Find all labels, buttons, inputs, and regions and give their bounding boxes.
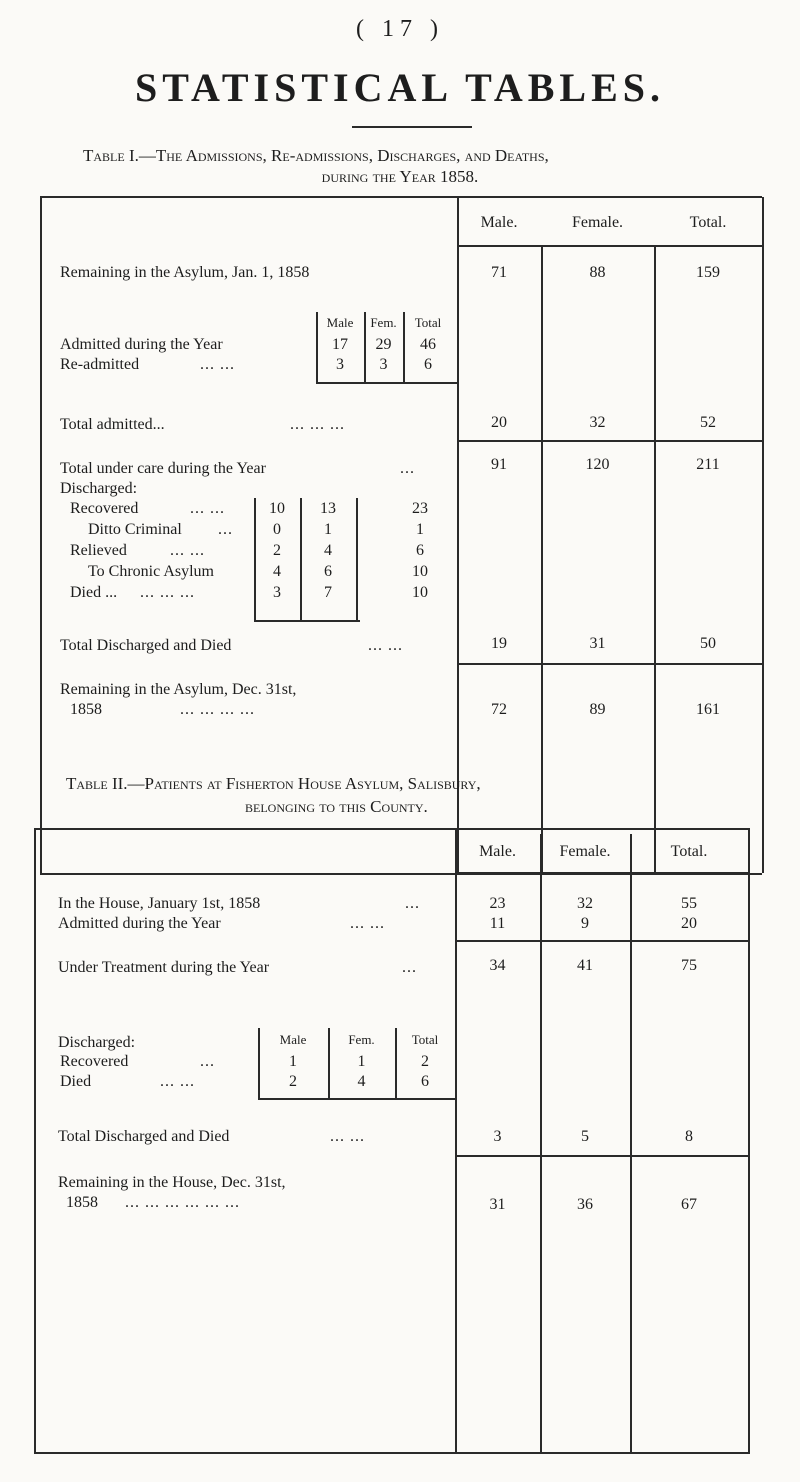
t1-row-male: 10 — [269, 500, 285, 517]
table-2-bottom-rule — [34, 1452, 750, 1454]
t1-col-male: Male. — [480, 214, 518, 231]
table-2-top-rule — [34, 828, 750, 830]
t2-row-male: 2 — [289, 1073, 297, 1090]
t2-col-male: Male. — [479, 843, 516, 860]
t1-row-male: 0 — [273, 521, 281, 538]
t1-row-label: Died ... — [70, 584, 118, 601]
t1-readmitted-label: Re-admitted — [60, 356, 140, 373]
t2-remaining-end-female: 36 — [577, 1196, 593, 1213]
t2-col-female: Female. — [559, 843, 611, 860]
t1-total-discharged-male: 19 — [491, 635, 507, 652]
t2-in-house-female: 32 — [577, 895, 593, 912]
t1-sub-female: Fem. — [370, 315, 397, 330]
t2-total-discharged-total: 8 — [685, 1128, 693, 1145]
t2-row-total: 6 — [421, 1073, 429, 1090]
t1-under-care-label: Total under care during the Year — [60, 460, 266, 477]
t1-row-total: 10 — [412, 563, 428, 580]
t1-row-label: Recovered — [70, 500, 139, 517]
t2-row-total: 2 — [421, 1053, 429, 1070]
t1-sub-male: Male — [326, 315, 354, 330]
t2-admitted-label: Admitted during the Year — [58, 915, 221, 932]
t1-row-total: 10 — [412, 584, 428, 601]
t1-remaining-start-female: 88 — [589, 264, 606, 281]
t1-under-care-dots: ... — [400, 460, 415, 477]
t2-in-house-label: In the House, January 1st, 1858 — [58, 895, 261, 912]
t1-admitted-total: 46 — [420, 336, 436, 353]
t1-remaining-start-male: 71 — [491, 264, 507, 281]
t2-under-treatment-label: Under Treatment during the Year — [58, 959, 270, 976]
t1-readmitted-female: 3 — [379, 356, 388, 373]
t1-remaining-end-male: 72 — [491, 701, 507, 718]
t1-under-care-female: 120 — [585, 456, 610, 473]
t1-row-female: 7 — [324, 584, 332, 601]
t1-remaining-end-label: Remaining in the Asylum, Dec. 31st, — [60, 681, 297, 698]
t1-remaining-start-label: Remaining in the Asylum, Jan. 1, 1858 — [60, 264, 310, 281]
t2-remaining-end-label: Remaining in the House, Dec. 31st, — [58, 1174, 286, 1191]
t1-admitted-label: Admitted during the Year — [60, 336, 223, 353]
t2-under-treatment-female: 41 — [577, 957, 593, 974]
t2-remaining-end-male: 31 — [489, 1196, 506, 1213]
t1-remaining-end-female: 89 — [589, 701, 606, 718]
t1-row-female: 1 — [324, 521, 332, 538]
t1-row-label: Relieved — [70, 542, 127, 559]
t2-remaining-end-total: 67 — [681, 1196, 697, 1213]
t2-discharged-label: Discharged: — [58, 1034, 136, 1051]
t1-admitted-female: 29 — [375, 336, 392, 353]
heading-rule — [352, 126, 472, 128]
t1-total-discharged-label: Total Discharged and Died — [60, 637, 232, 654]
t1-sub-total: Total — [414, 315, 442, 330]
t1-col-female: Female. — [571, 214, 624, 231]
t2-row-female: 4 — [357, 1073, 366, 1090]
t1-row-total: 23 — [412, 500, 428, 517]
t1-row-female: 4 — [324, 542, 332, 559]
t1-total-admitted-female: 32 — [589, 414, 606, 431]
t1-row-label: To Chronic Asylum — [88, 563, 214, 580]
t2-total-discharged-dots: ... ... — [330, 1128, 365, 1145]
page-number: ( 17 ) — [356, 16, 444, 42]
t2-in-house-dots: ... — [405, 895, 420, 912]
t1-row-total: 6 — [416, 542, 424, 559]
t2-under-treatment-male: 34 — [489, 957, 506, 974]
t2-admitted-dots: ... ... — [350, 915, 385, 932]
t2-under-treatment-total: 75 — [681, 957, 697, 974]
t2-total-discharged-label: Total Discharged and Died — [58, 1128, 230, 1145]
t1-remaining-start-total: 159 — [696, 264, 720, 281]
t1-row-dots: ... ... — [170, 542, 205, 559]
t2-col-total: Total. — [670, 843, 708, 860]
t1-row-male: 2 — [273, 542, 281, 559]
t1-row-label: Ditto Criminal — [88, 521, 182, 538]
t1-total-discharged-female: 31 — [589, 635, 606, 652]
t1-under-care-male: 91 — [491, 456, 507, 473]
table-2-caption: Table II.—Patients at Fisherton House Asylum, Salisbury, — [66, 774, 481, 793]
t1-row-female: 13 — [320, 500, 336, 517]
t2-row-dots: ... ... — [160, 1073, 195, 1090]
t1-row-dots: ... ... ... — [140, 584, 195, 601]
t2-under-treatment-dots: ... — [402, 959, 417, 976]
t1-col-total: Total. — [689, 214, 727, 231]
t2-sub-total: Total — [411, 1032, 439, 1047]
table-1-caption: Table I.—The Admissions, Re-admissions, Discharges, and Deaths, — [83, 146, 549, 165]
t1-total-discharged-total: 50 — [700, 635, 716, 652]
t1-readmitted-male: 3 — [336, 356, 344, 373]
t2-remaining-end-year: 1858 — [66, 1194, 98, 1211]
table-1-top-rule — [40, 196, 762, 198]
t1-total-admitted-total: 52 — [700, 414, 716, 431]
t1-readmitted-dots: ... ... — [200, 356, 235, 373]
t2-admitted-female: 9 — [581, 915, 589, 932]
t1-total-admitted-label: Total admitted... — [60, 416, 165, 433]
table-2-caption-line-2: belonging to this County. — [245, 797, 428, 816]
t1-row-dots: ... ... — [190, 500, 225, 517]
t1-readmitted-total: 6 — [424, 356, 432, 373]
t1-total-admitted-dots: ... ... ... — [290, 416, 345, 433]
t1-row-female: 6 — [324, 563, 332, 580]
t1-remaining-end-dots: ... ... ... ... — [180, 701, 255, 718]
t2-row-label: Died — [60, 1073, 92, 1090]
t1-admitted-male: 17 — [332, 336, 348, 353]
page-heading: STATISTICAL TABLES. — [134, 65, 666, 110]
t2-row-label: Recovered — [60, 1053, 129, 1070]
t2-admitted-total: 20 — [681, 915, 697, 932]
t2-sub-male: Male — [279, 1032, 307, 1047]
t2-total-discharged-male: 3 — [493, 1128, 502, 1145]
t2-row-male: 1 — [289, 1053, 297, 1070]
t1-total-admitted-male: 20 — [491, 414, 507, 431]
table-1-caption-line-2: during the Year 1858. — [321, 167, 479, 186]
t2-remaining-end-dots: ... ... ... ... ... ... — [125, 1194, 240, 1211]
t2-in-house-male: 23 — [489, 895, 506, 912]
t2-row-dots: ... — [200, 1053, 215, 1070]
t1-remaining-end-total: 161 — [696, 701, 720, 718]
t1-row-total: 1 — [416, 521, 424, 538]
t2-row-female: 1 — [357, 1053, 366, 1070]
t1-total-discharged-dots: ... ... — [368, 637, 403, 654]
t2-admitted-male: 11 — [489, 915, 506, 932]
t2-in-house-total: 55 — [681, 895, 697, 912]
t1-row-male: 3 — [273, 584, 281, 601]
t1-row-dots: ... — [218, 521, 233, 538]
t1-row-male: 4 — [273, 563, 281, 580]
t2-total-discharged-female: 5 — [581, 1128, 589, 1145]
t1-remaining-end-year: 1858 — [70, 701, 102, 718]
t1-under-care-total: 211 — [696, 456, 720, 473]
t1-discharged-label: Discharged: — [60, 480, 138, 497]
t2-sub-female: Fem. — [348, 1032, 375, 1047]
